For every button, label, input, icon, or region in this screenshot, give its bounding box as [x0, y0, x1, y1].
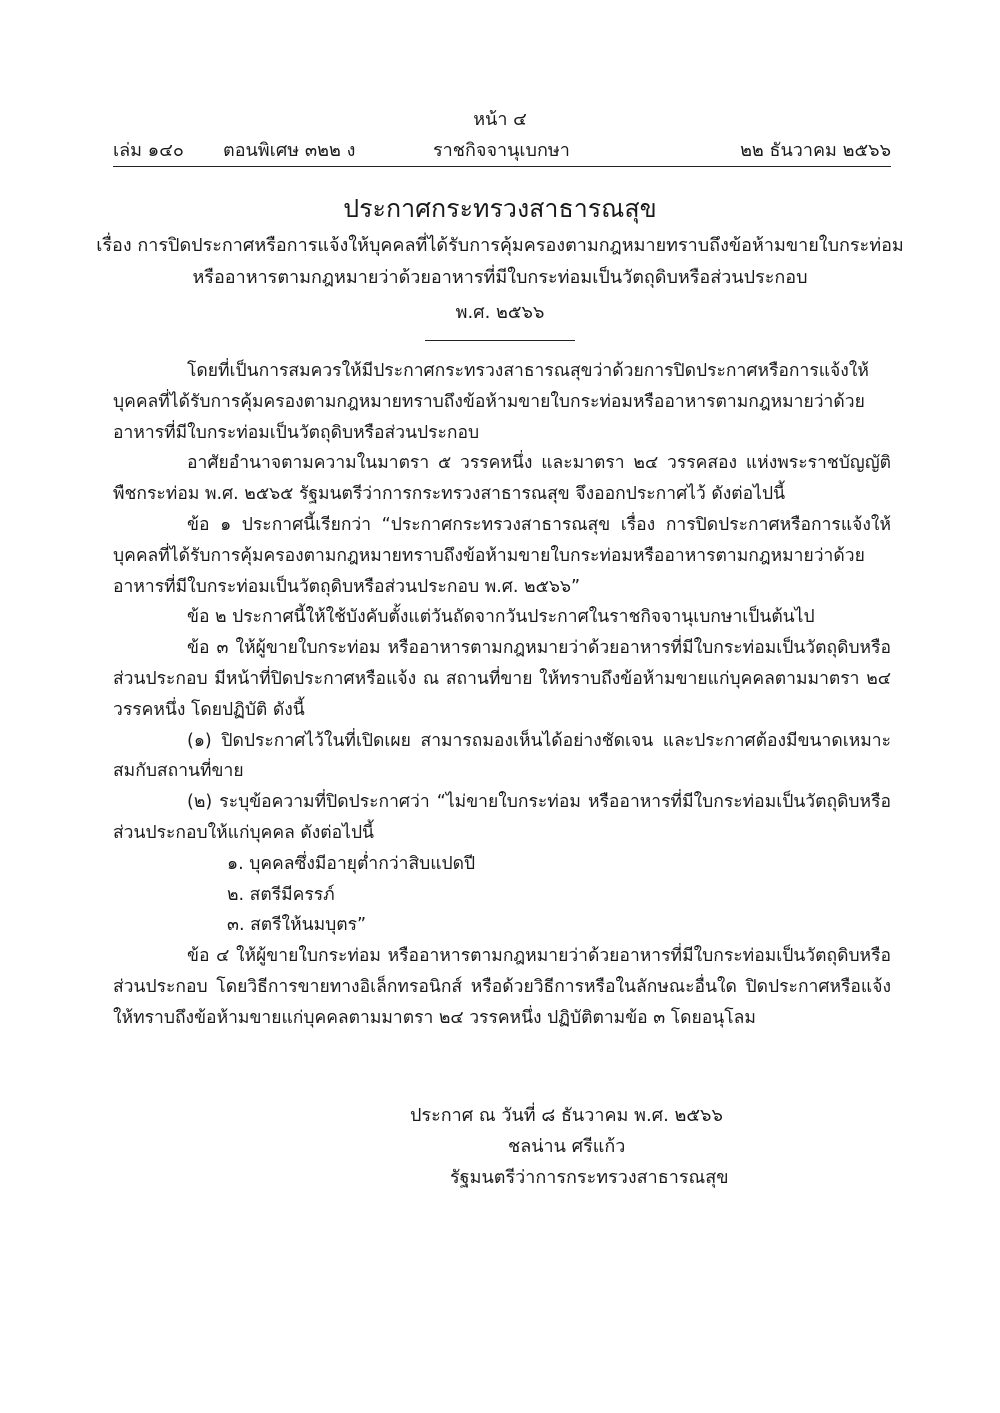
- gazette-volume: เล่ม ๑๔๐: [113, 140, 184, 161]
- signatory-position: รัฐมนตรีว่าการกระทรวงสาธารณสุข: [450, 1167, 729, 1188]
- gazette-date: ๒๒ ธันวาคม ๒๕๖๖: [740, 140, 891, 161]
- gazette-header-row: [113, 138, 891, 164]
- clause-1: ข้อ ๑ ประกาศนี้เรียกว่า “ประกาศกระทรวงสาธารณสุข เรื่อง การปิดประกาศหรือการแจ้งให้บุคคลที่ได้รับการคุ้มครองตามกฎหมายทราบถึงข้อห้ามขายใบกระท่อมหรืออาหารตามกฎหมายว่าด้วยอาหารที่มีใบกระท่อมเป็นวัตถุดิบหรือส่วนประกอบ พ.ศ. ๒๕๖๖”: [113, 514, 891, 597]
- list-item: ๓. สตรีให้นมบุตร”: [227, 915, 367, 936]
- authority-paragraph: อาศัยอำนาจตามความในมาตรา ๕ วรรคหนึ่ง และมาตรา ๒๔ วรรคสอง แห่งพระราชบัญญัติพืชกระท่อม พ.ศ. ๒๕๖๕ รัฐมนตรีว่าการกระทรวงสาธารณสุข จึงออกประกาศไว้ ดังต่อไปนี้: [113, 453, 891, 505]
- clause-4: ข้อ ๔ ให้ผู้ขายใบกระท่อม หรืออาหารตามกฎหมายว่าด้วยอาหารที่มีใบกระท่อมเป็นวัตถุดิบหรือส่วนประกอบ โดยวิธีการขายทางอิเล็กทรอนิกส์ หรือด้วยวิธีการหรือในลักษณะอื่นใด ปิดประกาศหรือแจ้งให้ทราบถึงข้อห้ามขายแก่บุคคลตามมาตรา ๒๔ วรรคหนึ่ง ปฏิบัติตามข้อ ๓ โดยอนุโลม: [113, 946, 891, 1028]
- document-body: [113, 356, 891, 1034]
- clause-3: ข้อ ๓ ให้ผู้ขายใบกระท่อม หรืออาหารตามกฎหมายว่าด้วยอาหารที่มีใบกระท่อมเป็นวัตถุดิบหรือส่วนประกอบ มีหน้าที่ปิดประกาศหรือแจ้ง ณ สถานที่ขาย ให้ทราบถึงข้อห้ามขายแก่บุคคลตามมาตรา ๒๔ วรรคหนึ่ง โดยปฏิบัติ ดังนี้: [113, 638, 891, 720]
- list-item: ๑. บุคคลซึ่งมีอายุต่ำกว่าสิบแปดปี: [227, 853, 476, 874]
- signature-block: [380, 1100, 800, 1193]
- list-item: ๒. สตรีมีครรภ์: [227, 884, 335, 905]
- subject-line-1: เรื่อง การปิดประกาศหรือการแจ้งให้บุคคลที่ได้รับการคุ้มครองตามกฎหมายทราบถึงข้อห้ามขายใบกระท่อม: [96, 235, 904, 256]
- signatory-name: ชลน่าน ศรีแก้ว: [508, 1136, 626, 1157]
- document-year: พ.ศ. ๒๕๖๖: [455, 302, 545, 323]
- gazette-issue: ตอนพิเศษ ๓๒๒ ง: [223, 140, 356, 161]
- header-divider: [113, 166, 891, 167]
- subject-line-2: หรืออาหารตามกฎหมายว่าด้วยอาหารที่มีใบกระท่อมเป็นวัตถุดิบหรือส่วนประกอบ: [192, 267, 808, 288]
- clause-2: ข้อ ๒ ประกาศนี้ให้ใช้บังคับตั้งแต่วันถัดจากวันประกาศในราชกิจจานุเบกษาเป็นต้นไป: [187, 607, 815, 628]
- gazette-name: ราชกิจจานุเบกษา: [433, 140, 570, 161]
- title-divider: [425, 340, 575, 341]
- announcement-date: ประกาศ ณ วันที่ ๘ ธันวาคม พ.ศ. ๒๕๖๖: [410, 1105, 723, 1126]
- preamble-paragraph: โดยที่เป็นการสมควรให้มีประกาศกระทรวงสาธารณสุขว่าด้วยการปิดประกาศหรือการแจ้งให้บุคคลที่ได้รับการคุ้มครองตามกฎหมายทราบถึงข้อห้ามขายใบกระท่อมหรืออาหารตามกฎหมายว่าด้วยอาหารที่มีใบกระท่อมเป็นวัตถุดิบหรือส่วนประกอบ: [113, 361, 869, 443]
- clause-3-item-2: (๒) ระบุข้อความที่ปิดประกาศว่า “ไม่ขายใบกระท่อม หรืออาหารที่มีใบกระท่อมเป็นวัตถุดิบหรือส่วนประกอบให้แก่บุคคล ดังต่อไปนี้: [113, 792, 891, 843]
- page-number: หน้า ๔: [473, 109, 527, 130]
- document-title: ประกาศกระทรวงสาธารณสุข: [343, 194, 657, 223]
- clause-3-item-1: (๑) ปิดประกาศไว้ในที่เปิดเผย สามารถมองเห็นได้อย่างชัดเจน และประกาศต้องมีขนาดเหมาะสมกับสถานที่ขาย: [113, 730, 891, 782]
